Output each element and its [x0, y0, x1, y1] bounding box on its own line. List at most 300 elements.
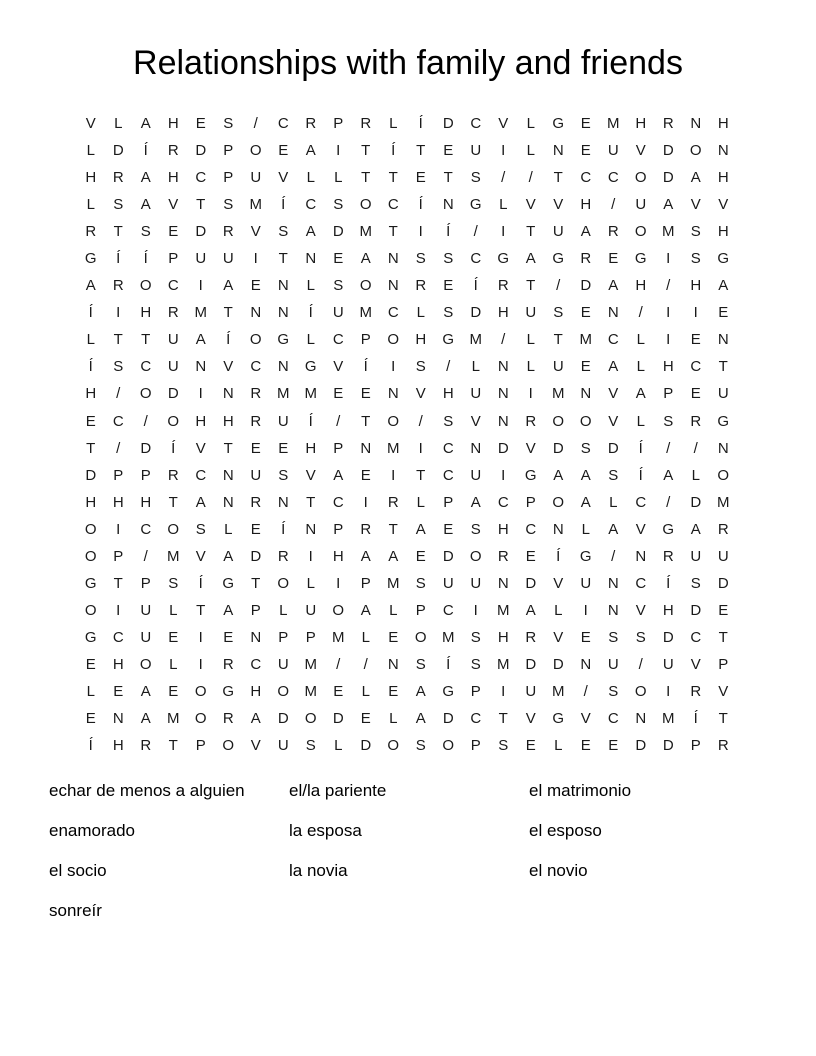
grid-cell-letter: V	[553, 574, 564, 592]
grid-cell-letter: T	[196, 196, 206, 214]
grid-cell-letter: D	[195, 142, 207, 160]
grid-cell-letter: P	[690, 737, 701, 755]
grid-cell-letter: I	[693, 304, 698, 322]
grid-cell-letter: A	[663, 466, 674, 484]
grid-cell-letter: R	[167, 466, 179, 484]
grid-cell-letter: U	[250, 169, 262, 187]
grid-cell-letter: I	[198, 385, 203, 403]
grid-cell-letter: Í	[198, 574, 203, 592]
grid-cell-letter: R	[580, 250, 592, 268]
grid-cell-letter: S	[305, 737, 316, 755]
grid-cell-letter: S	[608, 628, 619, 646]
grid-cell-letter: A	[580, 223, 591, 241]
grid-cell-letter: S	[470, 655, 481, 673]
grid-row	[77, 651, 737, 678]
grid-cell-letter: V	[305, 466, 316, 484]
grid-cell-letter: U	[717, 547, 729, 565]
grid-cell-letter: C	[497, 493, 509, 511]
grid-cell-letter: R	[360, 115, 372, 132]
grid-cell-letter: L	[334, 169, 343, 187]
grid-cell-letter: I	[336, 574, 341, 592]
grid-cell-letter: M	[277, 385, 290, 403]
grid-cell-letter: T	[388, 169, 398, 187]
grid-row	[77, 705, 737, 732]
grid-cell-letter: E	[85, 412, 96, 430]
grid-cell-letter: P	[250, 601, 261, 619]
grid-cell-letter: E	[168, 223, 179, 241]
grid-cell-letter: C	[277, 115, 289, 132]
grid-cell-letter: A	[608, 358, 619, 376]
grid-cell-letter: G	[662, 520, 675, 538]
grid-cell-letter: C	[470, 115, 482, 132]
grid-cell-letter: E	[580, 628, 591, 646]
grid-cell-letter: R	[607, 223, 619, 241]
grid-cell-letter: A	[690, 520, 701, 538]
grid-cell-letter: P	[663, 385, 674, 403]
grid-cell-letter: I	[666, 304, 671, 322]
grid-cell-letter: G	[222, 682, 235, 700]
word-list-item: la esposa	[289, 821, 362, 840]
grid-cell-letter: G	[579, 547, 592, 565]
grid-cell-letter: M	[717, 493, 730, 511]
grid-cell-letter: R	[525, 628, 537, 646]
grid-cell-letter: D	[332, 223, 344, 241]
grid-row	[77, 380, 737, 407]
grid-cell-letter: D	[140, 439, 152, 457]
grid-cell-letter: E	[333, 385, 344, 403]
grid-cell-letter: C	[607, 169, 619, 187]
grid-cell-letter: C	[607, 331, 619, 349]
grid-cell-letter: A	[470, 493, 481, 511]
word-list-item: el socio	[49, 861, 107, 880]
grid-cell-letter: V	[525, 710, 536, 728]
grid-cell-letter: R	[497, 277, 509, 295]
grid-cell-letter: E	[525, 547, 536, 565]
grid-cell-letter: C	[140, 520, 152, 538]
grid-cell-letter: M	[249, 196, 262, 214]
grid-cell-letter: U	[470, 574, 482, 592]
grid-cell-letter: C	[250, 655, 262, 673]
grid-cell-letter: V	[525, 439, 536, 457]
grid-cell-letter: H	[112, 655, 124, 673]
grid-row	[77, 732, 737, 759]
grid-cell-letter: A	[140, 169, 151, 187]
grid-cell-letter: L	[86, 682, 95, 700]
grid-cell-letter: H	[690, 277, 702, 295]
grid-cell-letter: L	[306, 169, 315, 187]
grid-cell-letter: D	[332, 710, 344, 728]
grid-cell-letter: N	[635, 710, 647, 728]
grid-cell-letter: D	[85, 466, 97, 484]
grid-cell-letter: L	[361, 628, 370, 646]
grid-cell-letter: H	[140, 304, 152, 322]
grid-cell-letter: S	[608, 682, 619, 700]
grid-cell-letter: N	[580, 655, 592, 673]
grid-cell-letter: D	[635, 737, 647, 755]
grid-cell-letter: A	[608, 277, 619, 295]
grid-row	[77, 516, 737, 543]
grid-cell-letter: T	[498, 710, 508, 728]
grid-cell-letter: L	[526, 115, 535, 132]
grid-cell-letter: D	[552, 439, 564, 457]
grid-cell-letter: R	[167, 142, 179, 160]
grid-cell-letter: D	[442, 115, 454, 132]
grid-cell-letter: E	[580, 737, 591, 755]
grid-cell-letter: U	[140, 601, 152, 619]
grid-cell-letter: L	[691, 466, 700, 484]
grid-cell-letter: N	[470, 439, 482, 457]
grid-cell-letter: P	[113, 547, 124, 565]
grid-cell-letter: V	[608, 412, 619, 430]
grid-cell-letter: I	[418, 439, 423, 457]
grid-cell-letter: V	[415, 385, 426, 403]
grid-cell-letter: E	[168, 628, 179, 646]
grid-cell-letter: G	[84, 250, 97, 268]
grid-cell-letter: H	[717, 169, 729, 187]
grid-cell-letter: O	[634, 682, 647, 700]
grid-cell-letter: C	[332, 493, 344, 511]
grid-cell-letter: I	[198, 655, 203, 673]
grid-cell-letter: H	[167, 169, 179, 187]
grid-cell-letter: /	[666, 277, 671, 295]
grid-cell-letter: G	[497, 250, 510, 268]
grid-cell-letter: S	[415, 250, 426, 268]
grid-cell-letter: U	[607, 655, 619, 673]
grid-cell-letter: N	[635, 547, 647, 565]
grid-cell-letter: /	[418, 412, 423, 430]
grid-cell-letter: G	[84, 628, 97, 646]
grid-cell-letter: A	[580, 466, 591, 484]
grid-cell-letter: P	[470, 737, 481, 755]
grid-cell-letter: C	[470, 250, 482, 268]
grid-cell-letter: D	[277, 710, 289, 728]
grid-cell-letter: G	[524, 466, 537, 484]
grid-cell-letter: M	[442, 628, 455, 646]
grid-row	[77, 353, 737, 380]
grid-cell-letter: P	[443, 493, 454, 511]
grid-cell-letter: O	[634, 223, 647, 241]
grid-cell-letter: N	[607, 601, 619, 619]
grid-cell-letter: A	[360, 250, 371, 268]
grid-cell-letter: N	[442, 196, 454, 214]
grid-cell-letter: M	[387, 439, 400, 457]
grid-cell-letter: O	[84, 520, 97, 538]
grid-cell-letter: S	[278, 223, 289, 241]
grid-cell-letter: Í	[693, 710, 698, 728]
grid-cell-letter: E	[580, 358, 591, 376]
grid-cell-letter: H	[662, 601, 674, 619]
grid-cell-letter: Í	[446, 223, 451, 241]
grid-cell-letter: T	[113, 574, 123, 592]
grid-row	[77, 272, 737, 299]
grid-cell-letter: H	[662, 358, 674, 376]
grid-cell-letter: H	[305, 439, 317, 457]
grid-row	[77, 326, 737, 353]
grid-cell-letter: P	[415, 601, 426, 619]
grid-cell-letter: N	[497, 412, 509, 430]
grid-cell-letter: Í	[226, 331, 231, 349]
grid-cell-letter: P	[278, 628, 289, 646]
grid-cell-letter: E	[525, 737, 536, 755]
grid-cell-letter: A	[305, 223, 316, 241]
grid-cell-letter: R	[497, 547, 509, 565]
grid-cell-letter: D	[607, 439, 619, 457]
grid-cell-letter: U	[470, 466, 482, 484]
grid-cell-letter: A	[690, 169, 701, 187]
grid-cell-letter: L	[416, 304, 425, 322]
grid-cell-letter: V	[498, 115, 509, 132]
grid-cell-letter: I	[116, 304, 121, 322]
grid-cell-letter: M	[387, 574, 400, 592]
grid-cell-letter: N	[552, 520, 564, 538]
grid-cell-letter: S	[470, 628, 481, 646]
grid-cell-letter: E	[443, 142, 454, 160]
grid-cell-letter: I	[391, 358, 396, 376]
grid-cell-letter: /	[363, 655, 368, 673]
grid-cell-letter: A	[415, 682, 426, 700]
grid-cell-letter: T	[86, 439, 96, 457]
grid-cell-letter: O	[194, 710, 207, 728]
grid-cell-letter: M	[167, 710, 180, 728]
grid-cell-letter: G	[717, 250, 730, 268]
word-list-column	[289, 771, 386, 891]
grid-cell-letter: /	[556, 277, 561, 295]
grid-cell-letter: M	[579, 331, 592, 349]
grid-cell-letter: Í	[363, 358, 368, 376]
grid-cell-letter: Í	[88, 358, 93, 376]
grid-cell-letter: C	[167, 277, 179, 295]
grid-cell-letter: A	[360, 601, 371, 619]
grid-cell-letter: L	[86, 196, 95, 214]
grid-cell-letter: S	[690, 574, 701, 592]
grid-cell-letter: U	[470, 142, 482, 160]
grid-cell-letter: Í	[473, 277, 478, 295]
grid-cell-letter: M	[167, 547, 180, 565]
grid-cell-letter: H	[85, 493, 97, 511]
grid-row	[77, 435, 737, 462]
grid-cell-letter: U	[442, 574, 454, 592]
grid-cell-letter: L	[86, 331, 95, 349]
grid-cell-letter: P	[113, 466, 124, 484]
grid-cell-letter: L	[609, 493, 618, 511]
grid-cell-letter: Í	[638, 439, 643, 457]
grid-cell-letter: O	[167, 520, 180, 538]
grid-cell-letter: /	[611, 196, 616, 214]
grid-cell-letter: L	[554, 601, 563, 619]
grid-cell-letter: E	[415, 169, 426, 187]
grid-cell-letter: /	[143, 412, 148, 430]
grid-row	[77, 137, 737, 164]
grid-cell-letter: C	[387, 304, 399, 322]
grid-cell-letter: R	[140, 737, 152, 755]
grid-cell-letter: L	[306, 574, 315, 592]
grid-cell-letter: /	[253, 115, 258, 132]
grid-cell-letter: N	[717, 439, 729, 457]
grid-cell-letter: U	[277, 737, 289, 755]
grid-cell-letter: A	[663, 196, 674, 214]
word-list-item: enamorado	[49, 821, 136, 840]
grid-cell-letter: R	[662, 115, 674, 132]
grid-cell-letter: U	[552, 358, 564, 376]
grid-cell-letter: C	[442, 466, 454, 484]
grid-cell-letter: Í	[556, 547, 561, 565]
grid-cell-letter: L	[581, 520, 590, 538]
grid-cell-letter: S	[443, 304, 454, 322]
grid-cell-letter: L	[636, 331, 645, 349]
grid-cell-letter: N	[222, 493, 234, 511]
grid-cell-letter: D	[195, 223, 207, 241]
grid-cell-letter: O	[359, 196, 372, 214]
grid-cell-letter: T	[223, 439, 233, 457]
grid-cell-letter: D	[525, 655, 537, 673]
grid-cell-letter: N	[497, 358, 509, 376]
grid-cell-letter: O	[167, 412, 180, 430]
grid-cell-letter: C	[580, 169, 592, 187]
grid-cell-letter: I	[528, 385, 533, 403]
grid-cell-letter: L	[554, 737, 563, 755]
grid-cell-letter: O	[387, 737, 400, 755]
grid-cell-letter: E	[168, 682, 179, 700]
grid-cell-letter: V	[690, 196, 701, 214]
grid-cell-letter: L	[86, 142, 95, 160]
grid-cell-letter: I	[666, 250, 671, 268]
grid-cell-letter: T	[443, 169, 453, 187]
grid-cell-letter: T	[388, 223, 398, 241]
grid-cell-letter: S	[608, 466, 619, 484]
grid-cell-letter: U	[167, 331, 179, 349]
grid-cell-letter: R	[222, 655, 234, 673]
grid-cell-letter: T	[416, 142, 426, 160]
grid-cell-letter: O	[84, 601, 97, 619]
grid-cell-letter: L	[526, 358, 535, 376]
grid-cell-letter: I	[336, 142, 341, 160]
grid-cell-letter: C	[387, 196, 399, 214]
grid-cell-letter: U	[580, 574, 592, 592]
grid-cell-letter: D	[690, 493, 702, 511]
grid-cell-letter: P	[333, 439, 344, 457]
grid-cell-letter: E	[278, 142, 289, 160]
grid-cell-letter: R	[662, 547, 674, 565]
grid-cell-letter: V	[250, 223, 261, 241]
grid-cell-letter: Í	[418, 196, 423, 214]
grid-cell-letter: A	[195, 493, 206, 511]
grid-cell-letter: I	[501, 466, 506, 484]
grid-cell-letter: T	[251, 574, 261, 592]
grid-cell-letter: L	[636, 412, 645, 430]
grid-cell-letter: /	[143, 547, 148, 565]
grid-cell-letter: U	[277, 655, 289, 673]
grid-cell-letter: A	[388, 547, 399, 565]
grid-cell-letter: E	[443, 520, 454, 538]
grid-cell-letter: O	[139, 277, 152, 295]
grid-cell-letter: L	[361, 682, 370, 700]
word-list-item: la novia	[289, 861, 348, 880]
grid-cell-letter: H	[195, 412, 207, 430]
grid-cell-letter: C	[690, 628, 702, 646]
grid-cell-letter: I	[501, 223, 506, 241]
grid-cell-letter: P	[360, 331, 371, 349]
grid-cell-letter: T	[718, 710, 728, 728]
grid-cell-letter: A	[140, 196, 151, 214]
grid-cell-letter: N	[607, 304, 619, 322]
grid-cell-letter: E	[360, 466, 371, 484]
grid-cell-letter: A	[415, 520, 426, 538]
grid-cell-letter: E	[690, 385, 701, 403]
grid-cell-letter: T	[388, 520, 398, 538]
grid-cell-letter: A	[580, 493, 591, 511]
grid-cell-letter: C	[195, 169, 207, 187]
grid-cell-letter: L	[389, 710, 398, 728]
grid-cell-letter: U	[717, 385, 729, 403]
word-list-column	[529, 771, 631, 891]
grid-cell-letter: I	[391, 466, 396, 484]
grid-cell-letter: D	[442, 710, 454, 728]
grid-cell-letter: /	[611, 547, 616, 565]
grid-cell-letter: D	[662, 169, 674, 187]
grid-cell-letter: H	[442, 385, 454, 403]
grid-cell-letter: S	[333, 196, 344, 214]
grid-cell-letter: I	[583, 601, 588, 619]
grid-cell-letter: V	[195, 439, 206, 457]
grid-cell-letter: S	[553, 304, 564, 322]
grid-cell-letter: N	[387, 385, 399, 403]
grid-cell-letter: C	[635, 574, 647, 592]
grid-cell-letter: R	[690, 412, 702, 430]
grid-cell-letter: L	[169, 601, 178, 619]
grid-cell-letter: C	[305, 196, 317, 214]
grid-cell-letter: H	[222, 412, 234, 430]
grid-cell-letter: O	[249, 142, 262, 160]
grid-cell-letter: T	[361, 142, 371, 160]
grid-cell-letter: E	[580, 142, 591, 160]
grid-cell-letter: T	[113, 223, 123, 241]
grid-cell-letter: S	[663, 412, 674, 430]
grid-cell-letter: D	[690, 601, 702, 619]
grid-cell-letter: R	[360, 520, 372, 538]
grid-cell-letter: U	[690, 547, 702, 565]
grid-cell-letter: /	[666, 439, 671, 457]
grid-row	[77, 408, 737, 435]
grid-cell-letter: S	[223, 196, 234, 214]
grid-row	[77, 624, 737, 651]
grid-cell-letter: R	[250, 493, 262, 511]
grid-cell-letter: /	[666, 493, 671, 511]
grid-cell-letter: G	[442, 682, 455, 700]
grid-cell-letter: S	[223, 115, 234, 132]
grid-cell-letter: S	[140, 223, 151, 241]
grid-cell-letter: Í	[281, 520, 286, 538]
grid-cell-letter: U	[607, 142, 619, 160]
grid-cell-letter: T	[526, 223, 536, 241]
grid-cell-letter: D	[525, 574, 537, 592]
grid-cell-letter: P	[470, 682, 481, 700]
grid-cell-letter: H	[717, 115, 729, 132]
word-list-item: echar de menos a alguien	[49, 781, 245, 800]
grid-cell-letter: S	[415, 574, 426, 592]
word-list-item: el/la pariente	[289, 781, 387, 800]
grid-cell-letter: U	[662, 655, 674, 673]
grid-cell-letter: S	[195, 520, 206, 538]
grid-cell-letter: C	[332, 331, 344, 349]
grid-cell-letter: A	[223, 277, 234, 295]
grid-cell-letter: A	[553, 466, 564, 484]
grid-cell-letter: M	[497, 601, 510, 619]
grid-cell-letter: S	[415, 737, 426, 755]
grid-cell-letter: O	[222, 737, 235, 755]
grid-cell-letter: R	[112, 277, 124, 295]
grid-cell-letter: N	[277, 304, 289, 322]
grid-cell-letter: V	[635, 601, 646, 619]
